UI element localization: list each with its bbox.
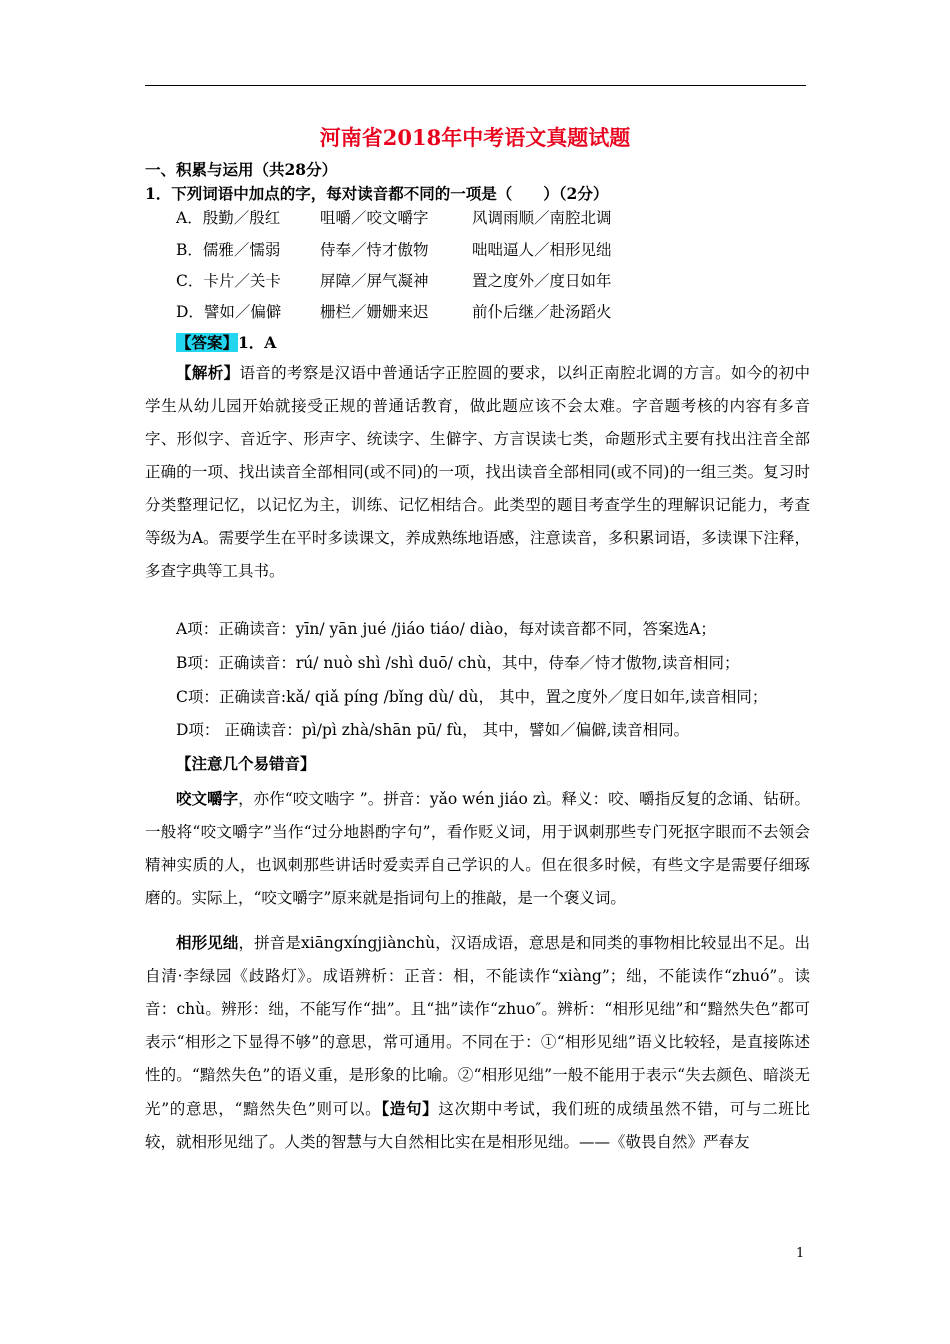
analysis-tag: 【解析】 <box>176 363 240 382</box>
example-text: 这次期中考试，我们班的成绩虽然不错，可与二班比较，就相形见绌了。人类的智慧与大自然相比实在是相形见绌。——《敬畏自然》严春友 <box>145 1100 810 1151</box>
document-title: 河南省2018年中考语文真题试题 <box>319 125 631 150</box>
answer-value: 1．A <box>238 333 277 352</box>
page-number: 1 <box>796 1246 805 1261</box>
analysis-paragraph <box>145 356 810 588</box>
answer-line <box>176 333 276 353</box>
note1-term: 咬文嚼字 <box>176 789 239 808</box>
reading-d: D项： 正确读音：pì/pì zhà/shān pū/ fù， 其中，譬如／偏僻,读音相同。 <box>176 721 690 739</box>
reading-a: A项：正确读音：yīn/ yān jué /jiáo tiáo/ diào，每对读音都不同，答案选A； <box>176 620 716 638</box>
option-b-pair-1: B．儒雅／懦弱 <box>176 241 281 259</box>
option-c-pair-1: C．卡片／关卡 <box>176 272 281 290</box>
answer-tag: 【答案】 <box>176 333 239 352</box>
option-b-pair-2: 侍奉／恃才傲物 <box>320 241 429 259</box>
option-d-pair-1: D．譬如／偏僻 <box>176 303 282 321</box>
option-c-pair-2: 屏障／屏气凝神 <box>320 272 429 290</box>
section-heading: 一、积累与运用（共28分） <box>145 160 338 179</box>
note1-text: ，亦作“咬文啮字 ”。拼音：yǎo wén jiáo zì。释义：咬、嚼指反复的念诵、钻研。一般将“咬文嚼字”当作“过分地斟酌字句”，看作贬义词，用于讽刺那些专门死抠字眼而不去领会精神实质的人，也讽刺那些讲话时爱卖弄自己学识的人。但在很多时候，有些文字是需要仔细琢磨的。实际上，“咬文嚼字”原来就是指词句上的推敲，是一个褒义词。 <box>145 790 810 907</box>
note2-term: 相形见绌 <box>176 933 239 952</box>
option-c-pair-3: 置之度外／度日如年 <box>472 272 612 290</box>
note-paragraph-1 <box>145 782 810 915</box>
analysis-text: 语音的考察是汉语中普通话字正腔圆的要求，以纠正南腔北调的方言。如今的初中学生从幼儿园开始就接受正规的普通话教育，做此题应该不会太难。字音题考核的内容有多音字、形似字、音近字、形声字、统读字、生僻字、方言误读七类，命题形式主要有找出注音全部正确的一项、找出读音全部相同(或不同)的一项，找出读音全部相同(或不同)的一组三类。复习时分类整理记忆，以记忆为主，训练、记忆相结合。此类型的题目考查学生的理解识记能力，考查等级为A。需要学生在平时多读课文，养成熟练地语感，注意读音，多积累词语，多读课下注释，多查字典等工具书。 <box>145 364 810 580</box>
header-rule <box>145 85 806 86</box>
option-a-pair-1: A．殷勤／殷红 <box>176 209 281 227</box>
option-d-pair-3: 前仆后继／赴汤蹈火 <box>472 303 612 321</box>
note-heading: 【注意几个易错音】 <box>176 754 316 773</box>
note-paragraph-2 <box>145 926 810 1159</box>
note2-text: ，拼音是xiāngxíngjiànchù，汉语成语，意思是和同类的事物相比较显出不足。出自清·李绿园《歧路灯》。成语辨析：正音：相，不能读作“xiàng”；绌，不能读作“zhuó”。读音：chù。辨形：绌，不能写作“拙”。且“拙”读作“zhuo″。辨析：“相形见绌”和“黯然失色”都可表示“相形之下显得不够”的意思，常可通用。不同在于：①“相形见绌”语义比较轻，是直接陈述性的。“黯然失色”的语义重，是形象的比喻。②“相形见绌”一般不能用于表示“失去颜色、暗淡无光”的意思，“黯然失色”则可以。 <box>145 934 810 1118</box>
question-1: 1．下列词语中加点的字，每对读音都不同的一项是（ ）（2分） <box>145 184 609 203</box>
option-a-pair-2: 咀嚼／咬文嚼字 <box>320 209 429 227</box>
option-b-pair-3: 咄咄逼人／相形见绌 <box>472 241 612 259</box>
option-d-pair-2: 栅栏／姗姗来迟 <box>320 303 429 321</box>
reading-c: C项：正确读音:kǎ/ qiǎ píng /bǐng dù/ dù， 其中，置之度外／度日如年,读音相同； <box>176 688 768 706</box>
option-a-pair-3: 风调雨顺／南腔北调 <box>472 209 612 227</box>
reading-b: B项：正确读音：rú/ nuò shì /shì duō/ chù，其中，侍奉／恃才傲物,读音相同； <box>176 654 740 672</box>
example-tag: 【造句】 <box>381 1099 439 1118</box>
